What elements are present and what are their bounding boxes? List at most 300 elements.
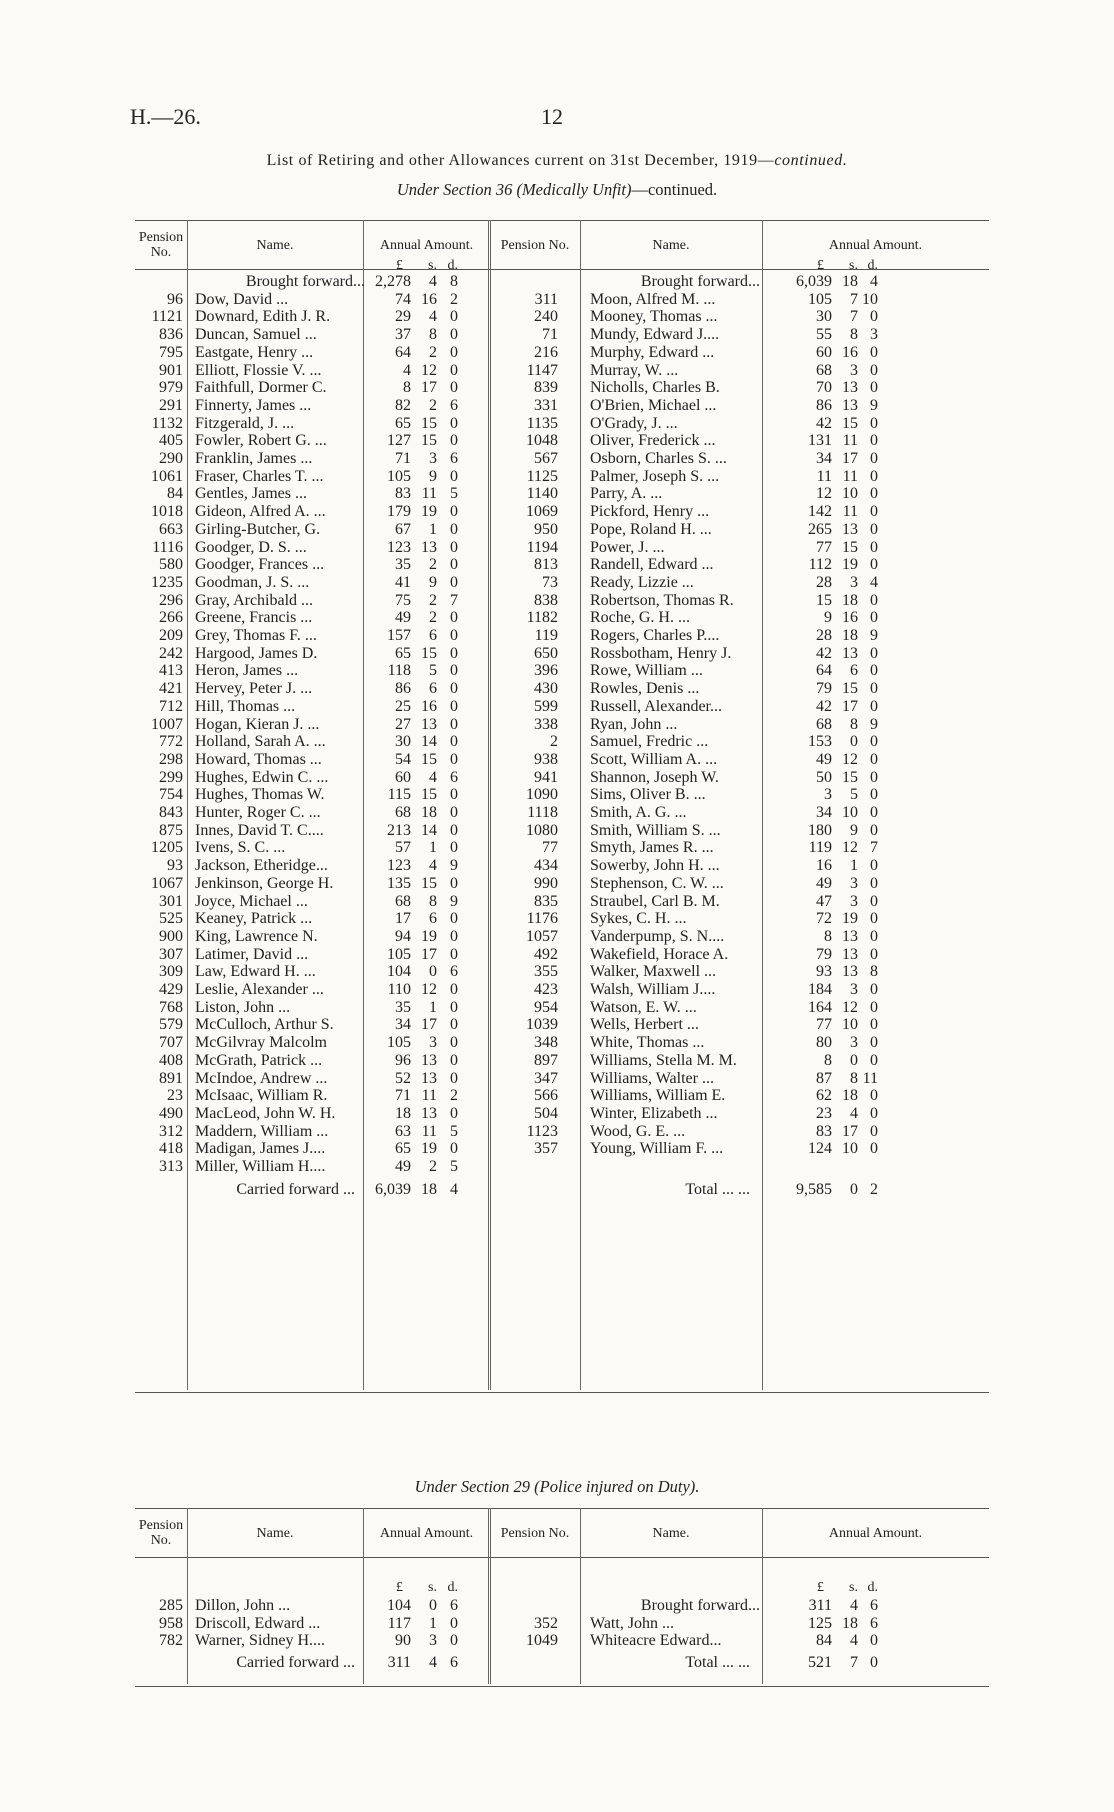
pensioner-name: Watt, John ... — [590, 1614, 675, 1632]
pension-number: 216 — [534, 343, 558, 361]
amount-shillings: 2 — [429, 1158, 437, 1175]
amount-pence: 0 — [870, 697, 878, 715]
amount-pounds: 3 — [824, 786, 832, 804]
amount-pence: 0 — [450, 1632, 458, 1650]
amount-pounds: 311 — [387, 1654, 411, 1671]
amount-pence: 0 — [870, 1654, 878, 1671]
amount-pence: 0 — [450, 1104, 458, 1122]
pension-number: 490 — [159, 1104, 183, 1122]
amount-shillings: 17 — [842, 1122, 858, 1140]
header-name-right: Name. — [652, 237, 690, 253]
amount-pounds: 2,278 — [375, 273, 411, 290]
pensioner-name: Goodman, J. S. ... — [195, 573, 310, 591]
amount-shillings: 3 — [429, 1034, 437, 1052]
pensioner-name: Rowles, Denis ... — [590, 680, 700, 698]
pension-number: 434 — [534, 857, 558, 875]
amount-pence: 0 — [870, 503, 878, 521]
amount-pounds: 65 — [395, 644, 411, 662]
amount-shillings: 10 — [842, 1016, 858, 1034]
amount-pounds: 77 — [816, 1016, 832, 1034]
amount-pence: 0 — [870, 556, 878, 574]
amount-pence: 0 — [450, 414, 458, 432]
amount-pence: 0 — [870, 467, 878, 485]
amount-shillings: 14 — [421, 821, 437, 839]
amount-shillings: 1 — [429, 839, 437, 857]
amount-shillings: 5 — [429, 662, 437, 680]
pensioner-name: Hill, Thomas ... — [195, 697, 296, 715]
amount-pence: 0 — [870, 591, 878, 609]
unit-pence: d. — [867, 1580, 878, 1595]
pension-number: 1182 — [526, 609, 558, 627]
pensioner-name: Rossbotham, Henry J. — [590, 644, 732, 662]
amount-pounds: 123 — [387, 857, 411, 875]
amount-pence: 0 — [450, 839, 458, 857]
pensioner-name: Pope, Roland H. ... — [590, 520, 712, 538]
subtitle-italic: Under Section 36 (Medically Unfit) — [396, 180, 632, 199]
summary-label: Carried forward ... — [236, 1654, 355, 1671]
amount-pence: 5 — [450, 1122, 458, 1140]
pension-number: 1069 — [526, 503, 558, 521]
amount-pounds: 131 — [808, 432, 832, 450]
amount-pounds: 41 — [395, 573, 411, 591]
amount-pence: 0 — [450, 786, 458, 804]
amount-shillings: 18 — [842, 1614, 858, 1632]
amount-pounds: 54 — [395, 750, 411, 768]
amount-pounds: 213 — [387, 821, 411, 839]
pensioner-name: Winter, Elizabeth ... — [590, 1104, 718, 1122]
amount-shillings: 0 — [850, 1181, 858, 1198]
amount-pence: 0 — [870, 520, 878, 538]
amount-shillings: 4 — [429, 308, 437, 326]
pensioner-name: Sykes, C. H. ... — [590, 910, 687, 928]
pensioner-name: Robertson, Thomas R. — [590, 591, 734, 609]
pension-number: 1194 — [526, 538, 558, 556]
amount-pounds: 123 — [387, 538, 411, 556]
amount-pence: 0 — [870, 733, 878, 751]
amount-pence: 0 — [870, 343, 878, 361]
pension-number: 429 — [159, 981, 183, 998]
amount-shillings: 8 — [850, 326, 858, 344]
section-subtitle — [100, 180, 1014, 200]
amount-pounds: 90 — [395, 1632, 411, 1650]
amount-pence: 0 — [870, 1034, 878, 1052]
amount-shillings: 13 — [421, 715, 437, 733]
amount-shillings: 19 — [421, 503, 437, 521]
amount-shillings: 4 — [850, 1597, 858, 1614]
amount-pence: 0 — [870, 927, 878, 945]
amount-pounds: 55 — [816, 326, 832, 344]
pensioner-name: Parry, A. ... — [590, 485, 663, 503]
pensioner-name: Jackson, Etheridge... — [195, 857, 328, 875]
amount-pounds: 84 — [816, 1632, 832, 1650]
amount-pence: 6 — [450, 1654, 458, 1671]
amount-pounds: 64 — [395, 343, 411, 361]
header-amount-right: Annual Amount. — [828, 1525, 923, 1541]
amount-pence: 0 — [870, 1140, 878, 1158]
amount-pounds: 63 — [395, 1122, 411, 1140]
amount-shillings: 13 — [421, 538, 437, 556]
amount-pounds: 68 — [816, 715, 832, 733]
amount-pence: 8 — [450, 273, 458, 290]
header-pension-no-right: Pension No. — [500, 237, 570, 253]
pension-number: 347 — [534, 1069, 558, 1087]
pension-number: 1176 — [526, 910, 558, 928]
pension-number: 418 — [159, 1140, 183, 1158]
amount-pounds: 265 — [808, 520, 832, 538]
amount-pounds: 30 — [816, 308, 832, 326]
amount-pounds: 16 — [816, 857, 832, 875]
amount-shillings: 2 — [429, 591, 437, 609]
amount-shillings: 18 — [421, 1181, 437, 1198]
amount-pence: 0 — [870, 361, 878, 379]
amount-shillings: 15 — [421, 786, 437, 804]
amount-shillings: 11 — [421, 485, 437, 503]
unit-pound: £ — [817, 258, 824, 273]
pensioner-name: Roche, G. H. ... — [590, 609, 690, 627]
amount-shillings: 3 — [850, 892, 858, 910]
pensioner-name: Eastgate, Henry ... — [195, 343, 314, 361]
amount-pounds: 127 — [387, 432, 411, 450]
pensioner-name: Walker, Maxwell ... — [590, 963, 717, 981]
amount-pounds: 135 — [387, 874, 411, 892]
amount-shillings: 4 — [850, 1104, 858, 1122]
pension-number: 901 — [159, 361, 183, 379]
header-amount-left: Annual Amount. — [379, 237, 474, 253]
amount-pence: 9 — [450, 892, 458, 910]
amount-pence: 7 — [870, 839, 878, 857]
header-name-left: Name. — [256, 237, 294, 253]
amount-shillings: 5 — [850, 786, 858, 804]
pensioner-name: Law, Edward H. ... — [195, 963, 316, 981]
pensioner-name: Samuel, Fredric ... — [590, 733, 709, 751]
pension-number: 413 — [159, 662, 183, 680]
pensioner-name: Moon, Alfred M. ... — [590, 290, 716, 308]
pension-number: 772 — [159, 733, 183, 751]
amount-pounds: 157 — [387, 627, 411, 644]
pensioner-name: Smyth, James R. ... — [590, 839, 714, 857]
pension-number: 1061 — [151, 467, 183, 485]
amount-pounds: 60 — [816, 343, 832, 361]
amount-pounds: 17 — [395, 910, 411, 928]
amount-shillings: 18 — [842, 591, 858, 609]
unit-pound: £ — [396, 258, 403, 273]
pension-number: 357 — [534, 1140, 558, 1158]
amount-shillings: 15 — [421, 750, 437, 768]
amount-pounds: 105 — [387, 1034, 411, 1052]
amount-pence: 0 — [450, 945, 458, 963]
amount-pence: 0 — [450, 1614, 458, 1632]
pension-number: 119 — [534, 627, 558, 644]
amount-pounds: 11 — [816, 467, 832, 485]
pension-number: 309 — [159, 963, 183, 981]
amount-pounds: 164 — [808, 998, 832, 1016]
unit-pound: £ — [817, 1580, 824, 1595]
amount-pounds: 74 — [395, 290, 411, 308]
pension-number: 566 — [534, 1087, 558, 1105]
amount-shillings: 9 — [850, 821, 858, 839]
pensioner-name: McGilvray Malcolm — [195, 1034, 327, 1052]
pension-number: 1235 — [151, 573, 183, 591]
pension-number: 754 — [159, 786, 183, 804]
amount-pounds: 49 — [395, 609, 411, 627]
pension-number: 312 — [159, 1122, 183, 1140]
pension-number: 421 — [159, 680, 183, 698]
amount-pounds: 71 — [395, 1087, 411, 1105]
amount-pence: 0 — [450, 343, 458, 361]
pension-number: 285 — [159, 1597, 183, 1614]
pension-number: 405 — [159, 432, 183, 450]
pensioner-name: Russell, Alexander... — [590, 697, 722, 715]
amount-shillings: 16 — [842, 609, 858, 627]
amount-pence: 0 — [450, 538, 458, 556]
pensioner-name: Miller, William H.... — [195, 1158, 326, 1175]
amount-pence: 0 — [450, 715, 458, 733]
pension-number: 836 — [159, 326, 183, 344]
pensioner-name: Madigan, James J.... — [195, 1140, 326, 1158]
pension-number: 580 — [159, 556, 183, 574]
pensioner-name: Watson, E. W. ... — [590, 998, 697, 1016]
pension-number: 1205 — [151, 839, 183, 857]
pension-number: 712 — [159, 697, 183, 715]
amount-pence: 10 — [862, 290, 878, 308]
pensioner-name: Hargood, James D. — [195, 644, 318, 662]
amount-shillings: 16 — [842, 343, 858, 361]
pensioner-name: Dillon, John ... — [195, 1597, 291, 1614]
amount-pounds: 49 — [816, 874, 832, 892]
amount-shillings: 8 — [850, 1069, 858, 1087]
amount-pence: 6 — [450, 768, 458, 786]
pension-number: 990 — [534, 874, 558, 892]
pensioner-name: Keaney, Patrick ... — [195, 910, 313, 928]
amount-pence: 9 — [870, 715, 878, 733]
amount-shillings: 6 — [429, 680, 437, 698]
amount-pence: 0 — [450, 573, 458, 591]
allowances-table-section-29 — [135, 1508, 989, 1698]
table-header — [135, 1508, 989, 1558]
amount-pounds: 6,039 — [375, 1181, 411, 1198]
pension-number: 1007 — [151, 715, 183, 733]
amount-pence: 0 — [870, 414, 878, 432]
subtitle-continued: —continued. — [631, 180, 718, 199]
amount-shillings: 13 — [842, 963, 858, 981]
pension-number: 835 — [534, 892, 558, 910]
pensioner-name: Franklin, James ... — [195, 450, 313, 467]
pension-number: 492 — [534, 945, 558, 963]
amount-pence: 0 — [870, 786, 878, 804]
pension-number: 408 — [159, 1051, 183, 1069]
unit-shilling: s. — [428, 258, 437, 273]
amount-pounds: 42 — [816, 644, 832, 662]
amount-pounds: 9,585 — [796, 1181, 832, 1198]
pension-number: 93 — [167, 857, 183, 875]
total-row — [135, 1653, 989, 1673]
section-29-heading — [100, 1477, 1014, 1497]
pension-number: 525 — [159, 910, 183, 928]
amount-pounds: 82 — [395, 396, 411, 414]
pension-number: 338 — [534, 715, 558, 733]
amount-pounds: 93 — [816, 963, 832, 981]
amount-shillings: 3 — [429, 1632, 437, 1650]
pension-number: 71 — [542, 326, 558, 344]
amount-pounds: 71 — [395, 450, 411, 467]
pension-number: 296 — [159, 591, 183, 609]
amount-pence: 0 — [870, 1016, 878, 1034]
amount-shillings: 3 — [850, 573, 858, 591]
amount-pence: 0 — [870, 308, 878, 326]
amount-shillings: 15 — [421, 644, 437, 662]
amount-pence: 4 — [870, 573, 878, 591]
amount-shillings: 13 — [842, 945, 858, 963]
pensioner-name: Howard, Thomas ... — [195, 750, 322, 768]
amount-pence: 0 — [870, 804, 878, 821]
amount-pounds: 80 — [816, 1034, 832, 1052]
pensioner-name: Finnerty, James ... — [195, 396, 312, 414]
amount-shillings: 12 — [842, 998, 858, 1016]
pensioner-name: Gideon, Alfred A. ... — [195, 503, 326, 521]
amount-pence: 2 — [870, 1181, 878, 1198]
pensioner-name: Mooney, Thomas ... — [590, 308, 718, 326]
amount-shillings: 12 — [421, 981, 437, 998]
pensioner-name: Dow, David ... — [195, 290, 289, 308]
amount-pounds: 30 — [395, 733, 411, 751]
pension-number: 266 — [159, 609, 183, 627]
amount-pence: 6 — [450, 1597, 458, 1614]
amount-shillings: 0 — [850, 1051, 858, 1069]
pensioner-name: Oliver, Frederick ... — [590, 432, 716, 450]
amount-pence: 4 — [450, 1181, 458, 1198]
pension-number: 23 — [167, 1087, 183, 1105]
pensioner-name: Wood, G. E. ... — [590, 1122, 686, 1140]
pension-number: 599 — [534, 697, 558, 715]
amount-pounds: 68 — [395, 892, 411, 910]
pension-number: 1057 — [526, 927, 558, 945]
amount-shillings: 15 — [421, 432, 437, 450]
amount-pounds: 8 — [403, 379, 411, 397]
pensioner-name: McIsaac, William R. — [195, 1087, 328, 1105]
amount-pounds: 105 — [387, 467, 411, 485]
amount-pounds: 86 — [816, 396, 832, 414]
pensioner-name: Smith, A. G. ... — [590, 804, 687, 821]
amount-pounds: 94 — [395, 927, 411, 945]
amount-pounds: 34 — [816, 450, 832, 467]
pension-number: 1116 — [152, 538, 183, 556]
pension-number: 423 — [534, 981, 558, 998]
pension-number: 291 — [159, 396, 183, 414]
amount-pence: 5 — [450, 485, 458, 503]
amount-shillings: 12 — [842, 750, 858, 768]
amount-pence: 0 — [870, 1122, 878, 1140]
amount-shillings: 4 — [429, 857, 437, 875]
amount-shillings: 13 — [842, 927, 858, 945]
amount-pounds: 179 — [387, 503, 411, 521]
pensioner-name: Ready, Lizzie ... — [590, 573, 694, 591]
pension-number: 1132 — [151, 414, 183, 432]
unit-pound: £ — [396, 1580, 403, 1595]
title-continued: continued. — [774, 152, 848, 169]
amount-pounds: 34 — [816, 804, 832, 821]
amount-pounds: 8 — [824, 927, 832, 945]
amount-shillings: 11 — [842, 432, 858, 450]
amount-shillings: 1 — [429, 520, 437, 538]
allowances-table-section-36 — [135, 220, 989, 1460]
pensioner-name: Pickford, Henry ... — [590, 503, 710, 521]
pension-number: 299 — [159, 768, 183, 786]
amount-shillings: 4 — [429, 768, 437, 786]
amount-pence: 0 — [870, 432, 878, 450]
amount-shillings: 6 — [850, 662, 858, 680]
amount-shillings: 12 — [421, 361, 437, 379]
amount-pounds: 60 — [395, 768, 411, 786]
amount-pounds: 67 — [395, 520, 411, 538]
pensioner-name: Heron, James ... — [195, 662, 299, 680]
amount-shillings: 11 — [421, 1087, 437, 1105]
amount-shillings: 15 — [842, 768, 858, 786]
pension-number: 813 — [534, 556, 558, 574]
amount-pence: 0 — [870, 910, 878, 928]
table-bottom-rule — [135, 1686, 989, 1687]
amount-shillings: 19 — [842, 556, 858, 574]
pension-number: 1125 — [526, 467, 558, 485]
amount-shillings: 18 — [842, 273, 858, 290]
amount-shillings: 3 — [429, 450, 437, 467]
amount-shillings: 1 — [850, 857, 858, 875]
amount-pence: 0 — [870, 485, 878, 503]
amount-pence: 4 — [870, 273, 878, 290]
pensioner-name: MacLeod, John W. H. — [195, 1104, 336, 1122]
pension-number: 1018 — [151, 503, 183, 521]
pensioner-name: Nicholls, Charles B. — [590, 379, 720, 397]
pensioner-name: Hogan, Kieran J. ... — [195, 715, 320, 733]
pensioner-name: Rogers, Charles P.... — [590, 627, 720, 644]
amount-pence: 9 — [870, 627, 878, 644]
pension-number: 891 — [159, 1069, 183, 1087]
pension-number: 290 — [159, 450, 183, 467]
amount-pounds: 142 — [808, 503, 832, 521]
amount-pence: 0 — [450, 981, 458, 998]
pensioner-name: Smith, William S. ... — [590, 821, 721, 839]
pensioner-name: Fitzgerald, J. ... — [195, 414, 295, 432]
amount-pence: 9 — [450, 857, 458, 875]
amount-pence: 0 — [870, 874, 878, 892]
pensioner-name: Shannon, Joseph W. — [590, 768, 719, 786]
amount-shillings: 0 — [429, 1597, 437, 1614]
amount-shillings: 13 — [842, 644, 858, 662]
pensioner-name: Greene, Francis ... — [195, 609, 313, 627]
summary-label: Total ... ... — [685, 1181, 750, 1198]
pension-number: 313 — [159, 1158, 183, 1175]
amount-shillings: 19 — [421, 927, 437, 945]
summary-label: Carried forward ... — [236, 1181, 355, 1198]
amount-pence: 3 — [870, 326, 878, 344]
amount-shillings: 13 — [421, 1069, 437, 1087]
summary-label: Brought forward... — [245, 273, 365, 290]
pension-number: 900 — [159, 927, 183, 945]
pension-number: 1135 — [526, 414, 558, 432]
amount-shillings: 8 — [429, 892, 437, 910]
pensioner-name: Wakefield, Horace A. — [590, 945, 729, 963]
pensioner-name: Sowerby, John H. ... — [590, 857, 720, 875]
amount-pounds: 15 — [816, 591, 832, 609]
amount-shillings: 2 — [429, 396, 437, 414]
pension-number: 567 — [534, 450, 558, 467]
amount-shillings: 16 — [421, 697, 437, 715]
amount-pounds: 18 — [395, 1104, 411, 1122]
amount-shillings: 15 — [421, 874, 437, 892]
pensioner-name: Scott, William A. ... — [590, 750, 718, 768]
amount-pounds: 12 — [816, 485, 832, 503]
amount-shillings: 6 — [429, 910, 437, 928]
pension-number: 1123 — [526, 1122, 558, 1140]
